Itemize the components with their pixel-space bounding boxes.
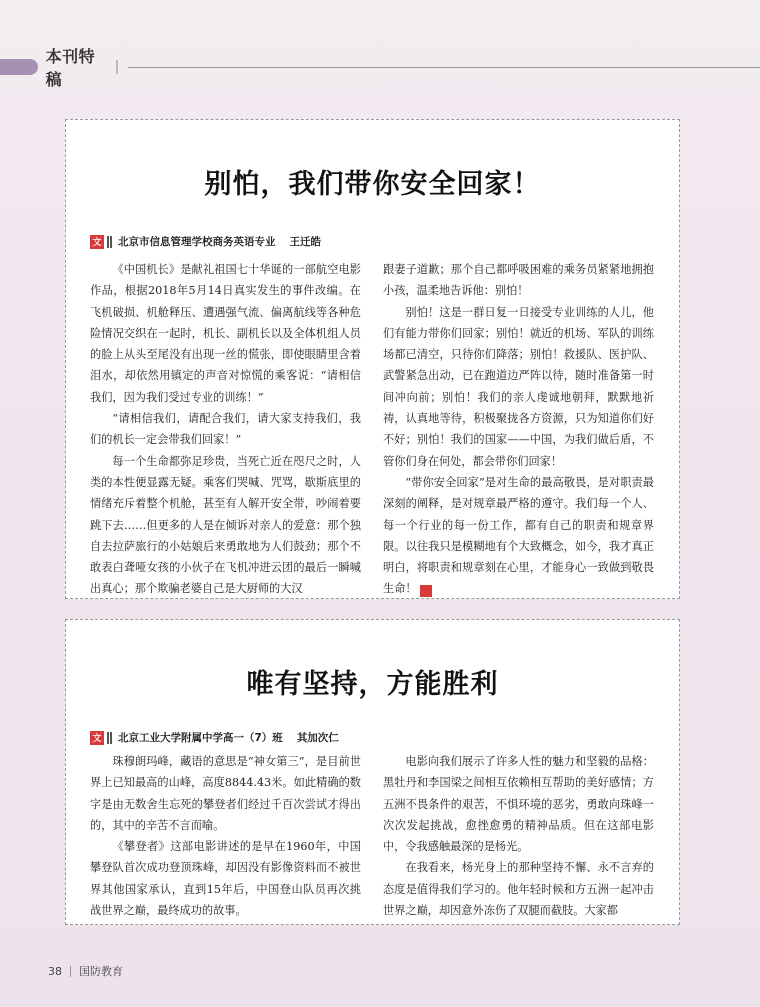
article-byline bbox=[90, 234, 321, 249]
article-card bbox=[65, 619, 680, 925]
paragraph: 珠穆朗玛峰，藏语的意思是“神女第三”，是目前世界上已知最高的山峰，高度8844.43米。如此精确的数字是由无数舍生忘死的攀登者们经过千百次尝试才得出的，其中的辛苦不言而喻。 bbox=[90, 755, 361, 832]
paragraph-text: “带你安全回家”是对生命的最高敬畏，是对职责最深刻的阐释，是对规章最严格的遵守。我们每一个人、每一个行业的每一份工作，都有自己的职责和规章界限。以往我只是模糊地有个大致概念，如今，我才真正明白，将职责和规章刻在心里，才能身心一致做到敬畏生命！ bbox=[383, 475, 654, 596]
paragraph: 别怕！这是一群日复一日接受专业训练的人儿，他们有能力带你们回家；别怕！就近的机场、军队的训练场都已清空，只待你们降落；别怕！救援队、医护队、武警紧急出动，已在跑道边严阵以待，随时准备第一时间冲向前；别怕！我们的亲人虔诚地朝拜，默默地祈祷，认真地等待，积极聚拢各方资源，只为知道你们好不好；别怕！我们的国家——中国，为我们做后盾，不管你们身在何处，都会带你们回家！ bbox=[383, 305, 654, 468]
article-column-left bbox=[90, 751, 361, 921]
section-tab-divider bbox=[116, 60, 118, 74]
section-tab-marker bbox=[0, 59, 38, 75]
byline-divider bbox=[107, 732, 112, 744]
magazine-name: 国防教育 bbox=[79, 965, 123, 978]
article-title: 别怕，我们带你安全回家！ bbox=[204, 169, 541, 200]
article-card bbox=[65, 119, 680, 599]
section-tab bbox=[0, 47, 118, 89]
byline-organization: 北京市信息管理学校商务英语专业 bbox=[118, 236, 276, 248]
header-rule bbox=[128, 67, 760, 68]
paragraph: 每一个生命都弥足珍贵，当死亡近在咫尺之时，人类的本性便显露无疑。乘客们哭喊、咒骂，歇斯底里的情绪充斥着整个机舱，甚至有人解开安全带，吵闹着要跳下去……但更多的人是在倾诉对亲人的爱意：那个独自去拉萨旅行的小姑娘后来勇敢地为人们鼓劲；那个不敢表白聋哑女孩的小伙子在飞机冲进云团的最后一瞬喊出真心；那个欺骗老婆自己是大厨师的大汉 bbox=[90, 454, 361, 596]
page-number: 38 bbox=[48, 964, 62, 978]
article-title: 唯有坚持，方能胜利 bbox=[246, 669, 499, 700]
paragraph: “请相信我们，请配合我们，请大家支持我们，我们的机长一定会带我们回家！” bbox=[90, 412, 361, 447]
author-tag-icon: 文 bbox=[90, 731, 104, 745]
byline-divider bbox=[107, 236, 112, 248]
paragraph: 跟妻子道歉；那个自己都呼吸困难的乘务员紧紧地拥抱小孩，温柔地告诉他：别怕！ bbox=[383, 263, 654, 298]
author-tag-icon: 文 bbox=[90, 235, 104, 249]
byline-author: 其加次仁 bbox=[296, 732, 339, 744]
end-mark-icon: G bbox=[420, 585, 432, 597]
article-column-left bbox=[90, 259, 361, 600]
paragraph: 在我看来，杨光身上的那种坚持不懈、永不言弃的态度是值得我们学习的。他年轻时候和方五洲一起冲击世界之巅，却因意外冻伤了双腿而截肢。大家都 bbox=[383, 861, 654, 918]
page-footer bbox=[48, 963, 123, 979]
article-byline bbox=[90, 730, 339, 745]
byline-author: 王迁皓 bbox=[289, 236, 321, 248]
paragraph: 《攀登者》这部电影讲述的是早在1960年，中国攀登队首次成功登顶珠峰，却因没有影像资料而不被世界其他国家承认，直到15年后，中国登山队员再次挑战世界之巅，最终成功的故事。 bbox=[90, 840, 361, 918]
paragraph: 《中国机长》是献礼祖国七十华诞的一部航空电影作品，根据2018年5月14日真实发生的事件改编。在飞机破损、机舱释压、遭遇强气流、偏离航线等各种危险情况交织在一起时，机长、副机长以及全体机组人员的脸上从头至尾没有出现一丝的慌张，即使眼睛里含着泪水，却依然用镇定的声音对惊慌的乘客说：“请相信我们，因为我们受过专业的训练！” bbox=[90, 263, 361, 404]
footer-divider bbox=[70, 966, 71, 977]
section-label: 本刊特稿 bbox=[45, 47, 96, 89]
paragraph: 电影向我们展示了许多人性的魅力和坚毅的品格：黑牡丹和李国梁之间相互依赖相互帮助的美好感情；方五洲不畏条件的艰苦，不惧环境的恶劣，勇敢向珠峰一次次发起挑战，愈挫愈勇的精神品质。但在这部电影中，令我感触最深的是杨光。 bbox=[383, 755, 654, 854]
paragraph bbox=[383, 472, 654, 600]
byline-organization: 北京工业大学附属中学高一（7）班 bbox=[118, 732, 283, 744]
article-column-right bbox=[383, 751, 654, 921]
article-column-right bbox=[383, 259, 654, 600]
